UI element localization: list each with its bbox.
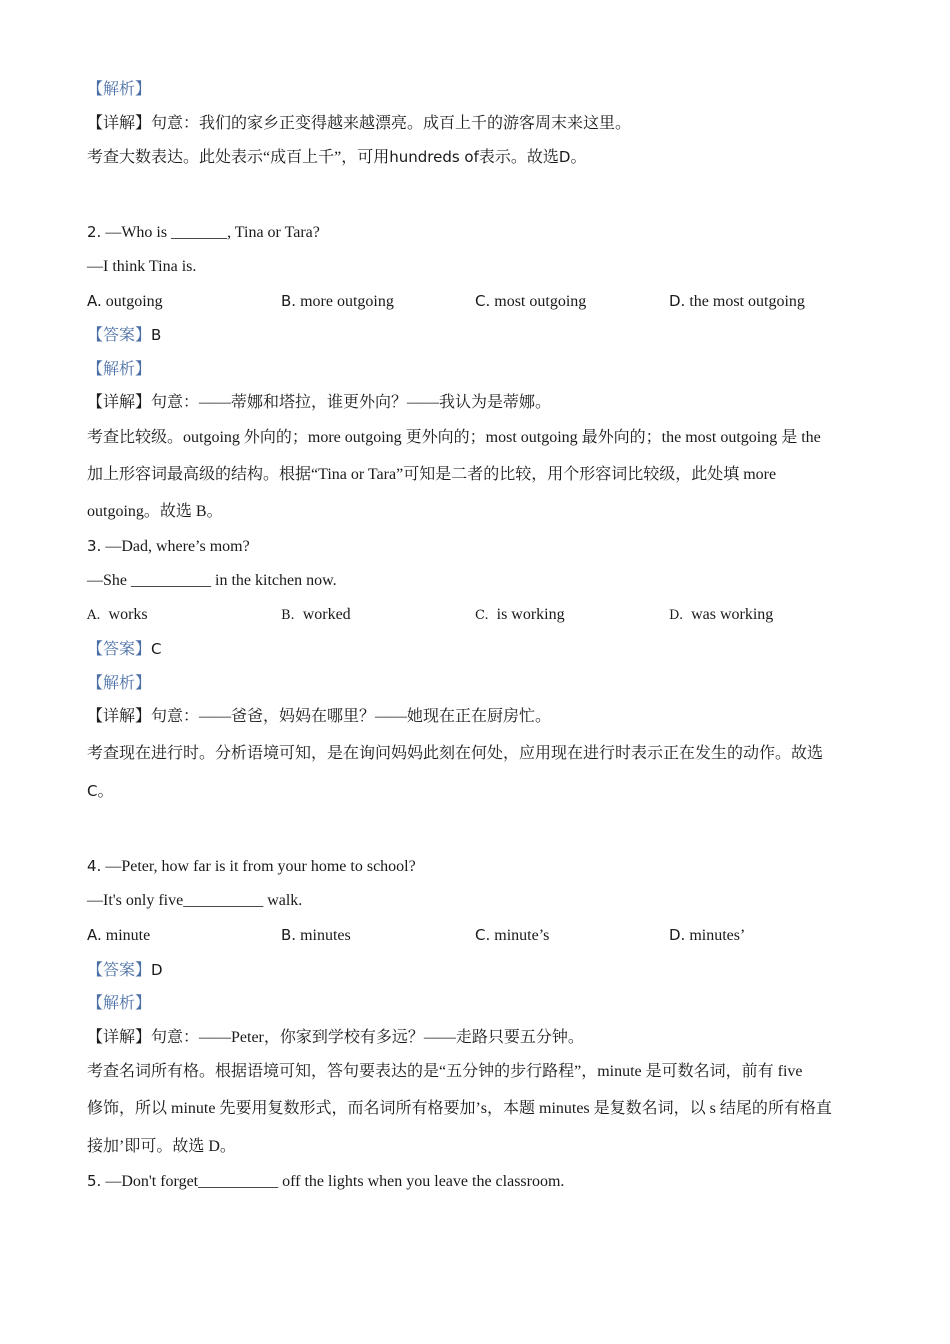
q2-options: [87, 290, 877, 312]
q3-reply: —She __________ in the kitchen now.: [87, 572, 337, 589]
q3-option-a[interactable]: A. works: [87, 606, 148, 623]
q2-explanation-line3: outgoing。故选 B。: [87, 503, 223, 520]
q2-answer: 【答案】B: [87, 326, 162, 344]
q2-explanation-line2: 加上形容词最高级的结构。根据“Tina or Tara”可知是二者的比较，用个形容词比较级，此处填 more: [87, 466, 777, 483]
q2-detail: 【详解】句意：——蒂娜和塔拉，谁更外向？——我认为是蒂娜。: [87, 394, 552, 411]
q3-question: 3. —Dad, where’s mom?: [87, 537, 250, 555]
q1-explanation: 考查大数表达。此处表示“成百上千”，可用hundreds of表示。故选D。: [87, 148, 587, 166]
q1-analysis-label: 【解析】: [87, 81, 152, 98]
q5-question: 5. —Don't forget__________ off the lights when you leave the classroom.: [87, 1172, 565, 1190]
q4-option-a[interactable]: A. minute: [87, 926, 151, 944]
q2-option-a[interactable]: A. outgoing: [87, 292, 163, 310]
q2-reply: —I think Tina is.: [87, 258, 197, 275]
q4-options: [87, 924, 877, 946]
q4-explanation-line3: 接加’即可。故选 D。: [87, 1138, 236, 1155]
q3-options: [87, 604, 877, 626]
q4-option-b[interactable]: B. minutes: [281, 926, 351, 944]
q4-detail: 【详解】句意：——Peter，你家到学校有多远？——走路只要五分钟。: [87, 1029, 584, 1046]
q4-question: 4. —Peter, how far is it from your home to school?: [87, 857, 416, 875]
q3-analysis-label: 【解析】: [87, 675, 152, 692]
q3-answer: 【答案】C: [87, 640, 162, 658]
q2-option-d[interactable]: D. the most outgoing: [669, 292, 805, 310]
q1-detail: 【详解】句意：我们的家乡正变得越来越漂亮。成百上千的游客周末来这里。: [87, 115, 632, 132]
q3-option-c[interactable]: C. is working: [475, 606, 565, 623]
q3-explanation-line2: C。: [87, 782, 114, 800]
q2-question: 2. —Who is _______, Tina or Tara?: [87, 223, 320, 241]
q3-option-d[interactable]: D. was working: [669, 606, 774, 623]
q3-detail: 【详解】句意：——爸爸，妈妈在哪里？——她现在正在厨房忙。: [87, 708, 552, 725]
q4-explanation-line2: 修饰，所以 minute 先要用复数形式，而名词所有格要加’s，本题 minutes 是复数名词，以 s 结尾的所有格直: [87, 1100, 832, 1117]
q3-explanation-line1: 考查现在进行时。分析语境可知，是在询问妈妈此刻在何处，应用现在进行时表示正在发生的动作。故选: [87, 745, 824, 762]
q4-analysis-label: 【解析】: [87, 995, 152, 1012]
q2-explanation-line1: 考查比较级。outgoing 外向的；more outgoing 更外向的；most outgoing 最外向的；the most outgoing 是 the: [87, 429, 821, 446]
q4-explanation-line1: 考查名词所有格。根据语境可知，答句要表达的是“五分钟的步行路程”，minute 是可数名词，前有 five: [87, 1063, 803, 1080]
q2-analysis-label: 【解析】: [87, 361, 152, 378]
q4-option-c[interactable]: C. minute’s: [475, 926, 550, 944]
q3-option-b[interactable]: B. worked: [281, 606, 351, 623]
q4-option-d[interactable]: D. minutes’: [669, 926, 746, 944]
q2-option-b[interactable]: B. more outgoing: [281, 292, 394, 310]
q4-reply: —It's only five__________ walk.: [87, 892, 303, 909]
q2-option-c[interactable]: C. most outgoing: [475, 292, 587, 310]
q4-answer: 【答案】D: [87, 961, 163, 979]
